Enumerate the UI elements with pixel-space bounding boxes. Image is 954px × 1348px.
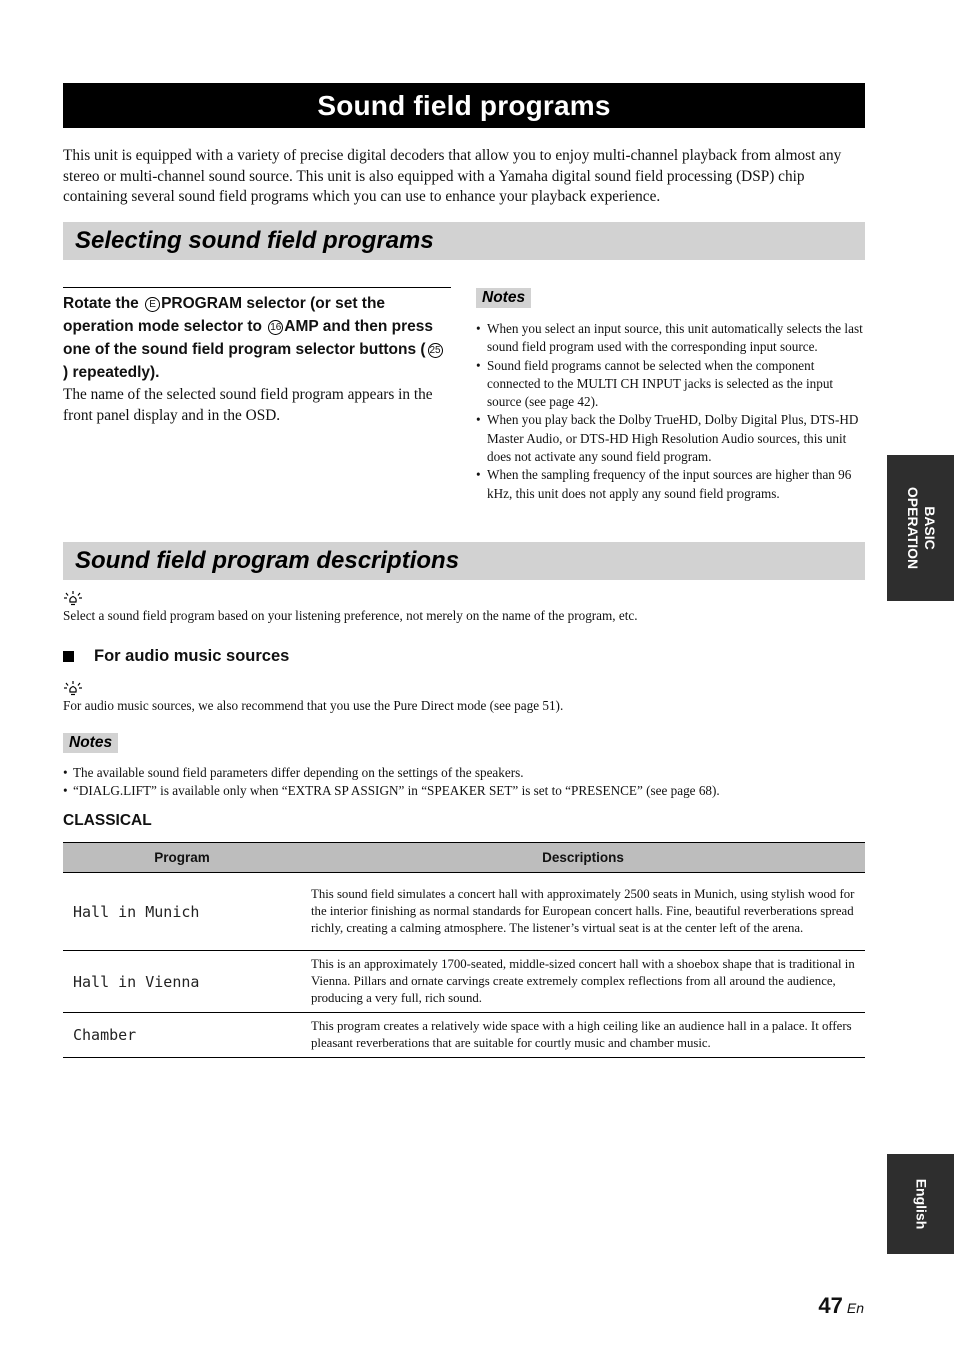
- side-tab-label: English: [913, 1178, 929, 1230]
- notes-box-1: [476, 289, 531, 307]
- page-number: [818, 1293, 864, 1319]
- notes-label: Notes: [476, 288, 531, 308]
- tip-text: Select a sound field program based on your listening preference, not merely on the name of the program, etc.: [63, 608, 638, 623]
- ref-marker-16: 16: [270, 322, 282, 333]
- ref-marker-e: E: [145, 297, 160, 312]
- page-number-value: 47: [818, 1293, 843, 1318]
- lightbulb-tip-icon: [63, 680, 83, 696]
- column-header: Program: [63, 843, 301, 873]
- square-bullet-icon: [63, 651, 74, 662]
- instruction-part: selector (or set the operation mode selector to: [63, 295, 386, 335]
- notes-list-1: [476, 320, 866, 503]
- program-name: Hall in Vienna: [63, 951, 301, 1013]
- divider: [63, 287, 451, 288]
- list-item: • “DIALG.LIFT” is available only when “EXTRA SP ASSIGN” in “SPEAKER SET” is set to “PRESENCE” (see page 68).: [63, 782, 873, 800]
- program-description: This sound field simulates a concert hall with approximately 2500 seats in Munich, using stylish wood for the interior finishing as normal standards for European concert halls. Fine, beautiful reverberations spread richly, creating a calming atmosphere. The listener’s virtual seat is at the center left of the arena.: [301, 873, 865, 951]
- list-item: • When you select an input source, this unit automatically selects the last sound field program used with the corresponding input source.: [476, 320, 866, 357]
- instruction-part: and then press one of the sound field program selector buttons (: [63, 318, 433, 358]
- lightbulb-tip-icon: [63, 590, 83, 606]
- column-header: Descriptions: [301, 843, 865, 873]
- table-header-row: [63, 843, 865, 873]
- notes-label: Notes: [63, 733, 118, 753]
- program-description: This is an approximately 1700-seated, middle-sized concert hall with a shoebox shape that is traditional in Vienna. Pillars and ornate carvings create extremely complex reflections from all around the audience, producing a very full, rich sound.: [301, 951, 865, 1013]
- page-title: Sound field programs: [63, 83, 865, 128]
- instruction-part: ) repeatedly).: [63, 364, 160, 381]
- instruction-body: The name of the selected sound field program appears in the front panel display and in the OSD.: [63, 386, 433, 424]
- side-tab-basic-operation: [887, 455, 954, 601]
- list-item: • The available sound field parameters differ depending on the settings of the speakers.: [63, 764, 873, 782]
- program-name: Hall in Munich: [63, 873, 301, 951]
- category-heading: CLASSICAL: [63, 812, 152, 829]
- instruction-text: [63, 292, 448, 384]
- side-tab-line: OPERATION: [904, 486, 921, 570]
- list-item: • When you play back the Dolby TrueHD, Dolby Digital Plus, DTS-HD Master Audio, or DTS-HD High Resolution Audio sources, this unit does not activate any sound field program.: [476, 411, 866, 466]
- tip-text-2: For audio music sources, we also recommend that you use the Pure Direct mode (see page 51).: [63, 698, 564, 713]
- table-row: [63, 873, 865, 951]
- ref-marker-25: 25: [429, 345, 441, 356]
- section-heading-descriptions: Sound field program descriptions: [63, 542, 865, 580]
- amp-key: AMP: [284, 318, 319, 335]
- list-item: • Sound field programs cannot be selected when the component connected to the MULTI CH INPUT jacks is selected as the input source (see page 42).: [476, 357, 866, 412]
- program-name: Chamber: [63, 1013, 301, 1058]
- section-heading-selecting: Selecting sound field programs: [63, 222, 865, 260]
- side-tab-line: BASIC: [921, 506, 938, 550]
- side-tab-english: [887, 1154, 954, 1254]
- notes-list-2: [63, 764, 873, 801]
- program-key: PROGRAM: [161, 295, 243, 312]
- list-item: • When the sampling frequency of the input sources are higher than 96 kHz, this unit does not apply any sound field programs.: [476, 466, 866, 503]
- subsection-heading: [63, 647, 289, 666]
- program-table: [63, 842, 865, 1058]
- page-language: En: [846, 1300, 864, 1316]
- intro-paragraph: This unit is equipped with a variety of precise digital decoders that allow you to enjoy multi-channel playback from almost any stereo or multi-channel sound source. This unit is also equipped with a Yamaha digital sound field processing (DSP) chip containing several sound field programs which you can use to enhance your playback experience.: [63, 147, 842, 205]
- side-tab-label: [904, 487, 938, 569]
- table-row: [63, 1013, 865, 1058]
- notes-box-2: [63, 734, 118, 752]
- instruction-part: Rotate the: [63, 295, 144, 312]
- table-row: [63, 951, 865, 1013]
- subsection-title: For audio music sources: [94, 647, 290, 665]
- program-description: This program creates a relatively wide space with a high ceiling like an audience hall in a palace. It offers pleasant reverberations that are suitable for courtly music and chamber music.: [301, 1013, 865, 1058]
